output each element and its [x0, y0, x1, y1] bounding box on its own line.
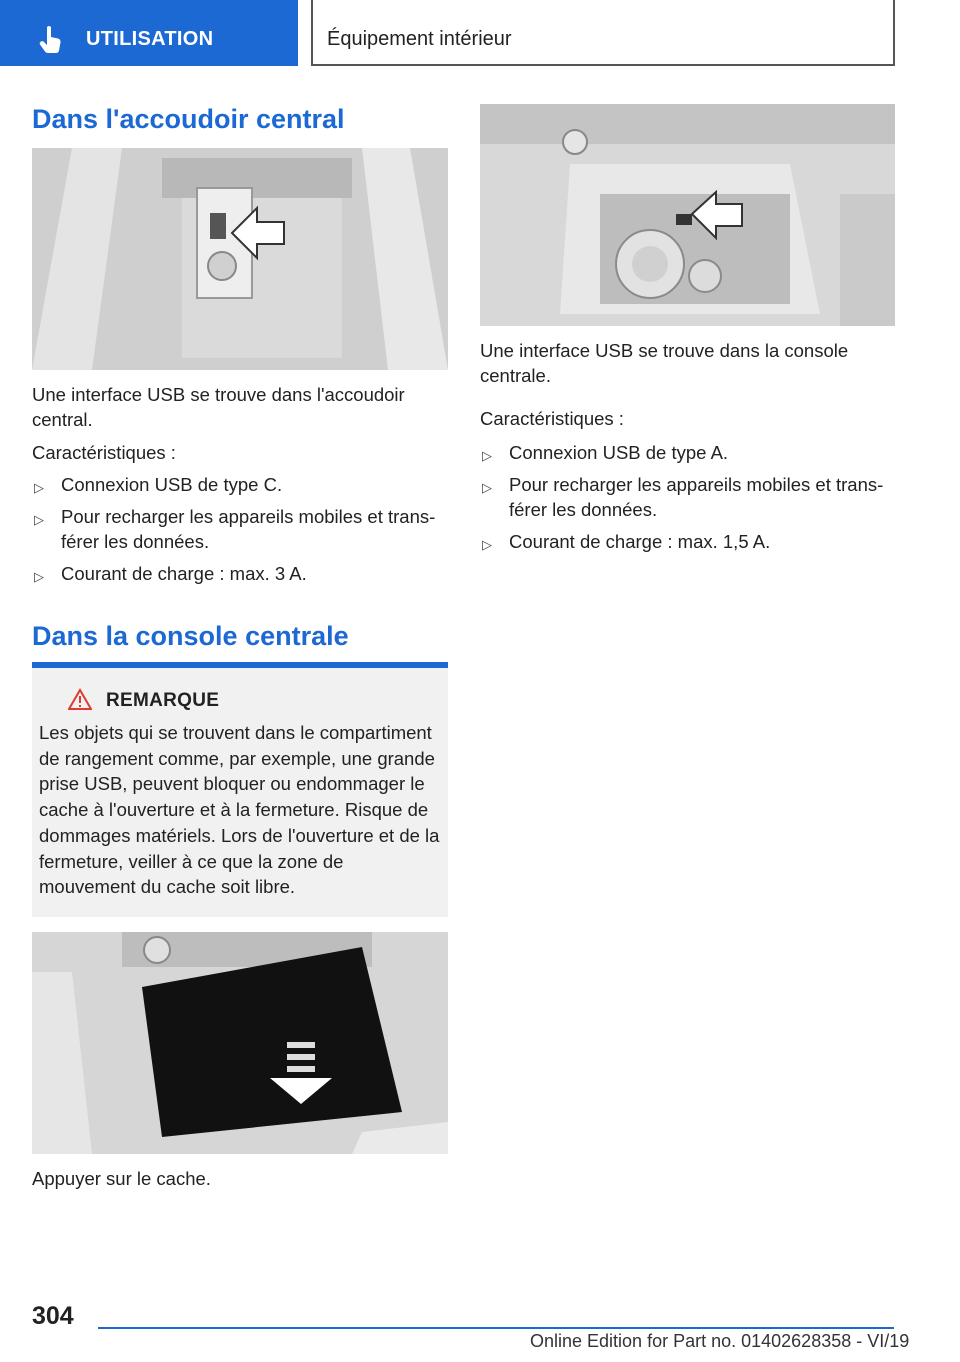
bullet-triangle-icon: ▷ [482, 480, 492, 495]
note-title: REMARQUE [106, 690, 220, 711]
press-cover-caption: Appuyer sur le cache. [32, 1168, 211, 1189]
pointing-hand-icon [36, 24, 66, 54]
page-number: 304 [32, 1302, 74, 1330]
edition-note: Online Edition for Part no. 01402628358 - VI/19 [530, 1331, 910, 1351]
warning-icon [68, 688, 92, 710]
console-features-label: Caractéristiques : [480, 408, 624, 429]
armrest-feature-list [32, 472, 448, 593]
armrest-features-label: Caractéristiques : [32, 442, 176, 463]
bullet-triangle-icon: ▷ [482, 448, 492, 463]
armrest-usb-photo [32, 148, 448, 370]
bullet-triangle-icon: ▷ [34, 569, 44, 584]
console-cover-photo [32, 932, 448, 1154]
section-header [311, 0, 895, 66]
heading-console: Dans la console centrale [32, 621, 349, 651]
list-item: ▷ Connexion USB de type A. [480, 440, 895, 465]
chapter-label: UTILISATION [86, 28, 214, 50]
armrest-description: Une interface USB se trouve dans l'accoudoir central. [32, 384, 405, 430]
list-item: ▷ Connexion USB de type C. [32, 472, 448, 497]
list-item: ▷ Courant de charge : max. 3 A. [32, 561, 448, 586]
heading-armrest: Dans l'accoudoir central [32, 104, 345, 134]
bullet-triangle-icon: ▷ [34, 480, 44, 495]
note-body: Les objets qui se trouvent dans le compartiment de rangement comme, par exemple, une grande prise USB, peuvent bloquer ou endommager le cache à l'ouverture et à la fermeture. Risque de dommages matériels. Lors de l'ouverture et de la fermeture, veiller à ce que la zone de mouvement du cache soit libre. [39, 722, 440, 898]
chapter-tab [0, 0, 298, 66]
bullet-triangle-icon: ▷ [34, 512, 44, 527]
bullet-triangle-icon: ▷ [482, 537, 492, 552]
section-title: Équipement intérieur [327, 28, 512, 50]
console-description: Une interface USB se trouve dans la console centrale. [480, 340, 849, 386]
note-box [32, 668, 448, 917]
console-usb-photo [480, 104, 895, 326]
console-feature-list [480, 440, 895, 561]
list-item: ▷ Pour recharger les appareils mobiles et transférer les données. [482, 474, 884, 520]
list-item: ▷ Courant de charge : max. 1,5 A. [480, 529, 895, 554]
list-item: ▷ Pour recharger les appareils mobiles et transférer les données. [34, 506, 436, 552]
footer-rule [98, 1327, 894, 1329]
